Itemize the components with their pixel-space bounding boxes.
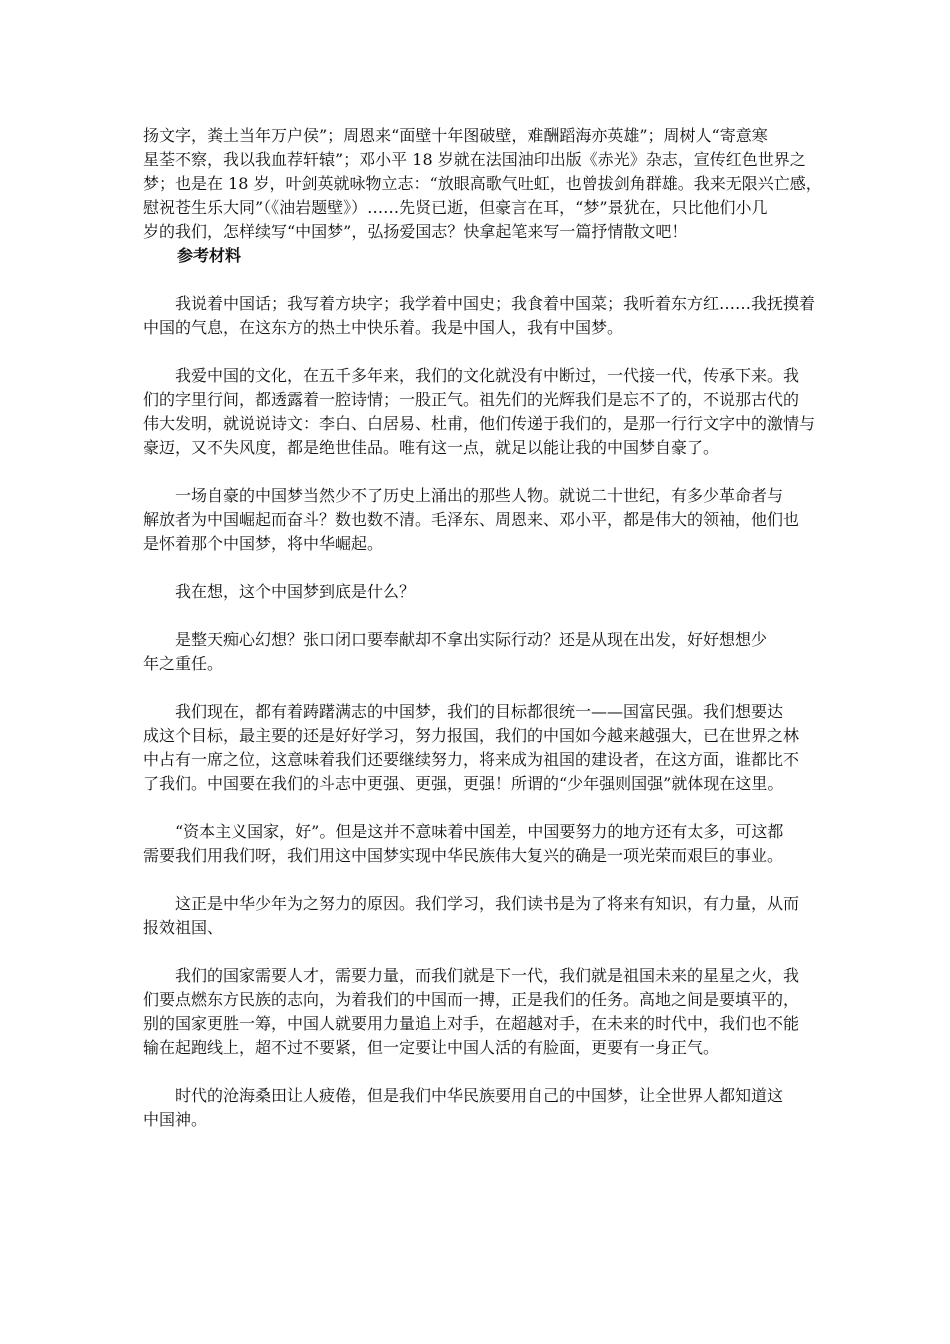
paragraph-line: 成这个目标，最主要的还是好好学习，努力报国，我们的中国如今越来越强大，已在世界之林 xyxy=(143,726,800,745)
paragraph-gap xyxy=(143,676,807,700)
paragraph-line: 解放者为中国崛起而奋斗？数也数不清。毛泽东、周恩来、邓小平，都是伟大的领袖，他们也 xyxy=(143,510,800,529)
paragraph-gap xyxy=(143,868,807,892)
paragraph-line: 我爱中国的文化，在五千多年来，我们的文化就没有中断过，一代接一代，传承下来。我 xyxy=(143,366,800,385)
paragraph-line: 是整天痴心幻想？张口闭口要奉献却不拿出实际行动？还是从现在出发，好好想想少 xyxy=(143,630,768,649)
essay-paragraph xyxy=(143,484,807,556)
intro-text xyxy=(143,124,822,244)
paragraph-gap xyxy=(143,340,807,364)
intro-line: 梦；也是在 18 岁，叶剑英就咏物立志：“放眼高歌气吐虹，也曾拔剑角群雄。我来无限兴亡感， xyxy=(143,174,822,193)
essay-paragraph xyxy=(143,292,816,340)
paragraph-gap xyxy=(143,1060,807,1084)
paragraph-line: 是怀着那个中国梦，将中华崛起。 xyxy=(143,534,384,553)
essay-paragraph xyxy=(143,364,816,460)
paragraph-line: 中国神。 xyxy=(143,1110,208,1129)
intro-line: 岁的我们，怎样续写“中国梦”，弘扬爱国志？快拿起笔来写一篇抒情散文吧！ xyxy=(143,222,688,241)
essay-paragraph xyxy=(143,628,807,676)
essay-paragraph xyxy=(143,892,807,940)
essay-paragraph xyxy=(143,1084,807,1132)
intro-line: 星荃不察，我以我血荐轩辕”；邓小平 18 岁就在法国油印出版《赤光》杂志，宣传红色世界之 xyxy=(143,150,806,169)
essay-paragraph xyxy=(143,580,807,604)
paragraph-line: 我在想，这个中国梦到底是什么？ xyxy=(143,582,416,601)
essay-body xyxy=(143,292,816,1132)
paragraph-gap xyxy=(143,556,807,580)
essay-paragraph xyxy=(143,964,807,1060)
paragraph-line: 输在起跑线上，超不过不要紧，但一定要让中国人活的有脸面，更要有一身正气。 xyxy=(143,1038,720,1057)
paragraph-line: 豪迈，又不失风度，都是绝世佳品。唯有这一点，就足以能让我的中国梦自豪了。 xyxy=(143,438,720,457)
spacer xyxy=(143,268,807,292)
paragraph-line: 一场自豪的中国梦当然少不了历史上涌出的那些人物。就说二十世纪，有多少革命者与 xyxy=(143,486,784,505)
paragraph-line: 中国的气息，在这东方的热土中快乐着。我是中国人，我有中国梦。 xyxy=(143,318,624,337)
section-heading: 参考材料 xyxy=(177,246,242,265)
paragraph-gap xyxy=(143,460,807,484)
essay-paragraph xyxy=(143,820,807,868)
paragraph-line: 报效祖国、 xyxy=(143,918,224,937)
paragraph-gap xyxy=(143,940,807,964)
paragraph-gap xyxy=(143,604,807,628)
paragraph-line: 别的国家更胜一筹，中国人就要用力量追上对手，在超越对手，在未来的时代中，我们也不能 xyxy=(143,1014,800,1033)
paragraph-line: 伟大发明，就说说诗文：李白、白居易、杜甫，他们传递于我们的，是那一行行文字中的激情与 xyxy=(143,414,816,433)
paragraph-line: 需要我们用我们呀，我们用这中国梦实现中华民族伟大复兴的确是一项光荣而艰巨的事业。 xyxy=(143,846,784,865)
paragraph-line: 们要点燃东方民族的志向，为着我们的中国而一搏，正是我们的任务。高地之间是要填平的， xyxy=(143,990,800,1009)
paragraph-gap xyxy=(143,796,807,820)
paragraph-line: 这正是中华少年为之努力的原因。我们学习，我们读书是为了将来有知识，有力量，从而 xyxy=(143,894,800,913)
essay-paragraph xyxy=(143,700,807,796)
paragraph-line: 我说着中国话；我写着方块字；我学着中国史；我食着中国菜；我听着东方红……我抚摸着 xyxy=(143,294,816,313)
paragraph-line: 们的字里行间，都透露着一腔诗情；一股正气。祖先们的光辉我们是忘不了的，不说那古代的 xyxy=(143,390,800,409)
paragraph-line: 我们现在，都有着踌躇满志的中国梦，我们的目标都很统一——国富民强。我们想要达 xyxy=(143,702,784,721)
intro-line: 慰祝苍生乐大同”（《油岩题壁》）……先贤已逝，但豪言在耳，“梦”景犹在，只比他们小几 xyxy=(143,198,768,217)
paragraph-line: 年之重任。 xyxy=(143,654,224,673)
paragraph-line: 我们的国家需要人才，需要力量，而我们就是下一代，我们就是祖国未来的星星之火，我 xyxy=(143,966,800,985)
paragraph-line: 时代的沧海桑田让人疲倦，但是我们中华民族要用自己的中国梦，让全世界人都知道这 xyxy=(143,1086,784,1105)
document-page xyxy=(143,124,822,1132)
paragraph-line: 中占有一席之位，这意味着我们还要继续努力，将来成为祖国的建设者，在这方面，谁都比不 xyxy=(143,750,800,769)
paragraph-line: “资本主义国家，好”。但是这并不意味着中国差，中国要努力的地方还有太多，可这都 xyxy=(143,822,784,841)
intro-line: 扬文字，粪土当年万户侯”；周恩来“面壁十年图破壁，难酬蹈海亦英雄”；周树人“寄意寒 xyxy=(143,126,768,145)
paragraph-line: 了我们。中国要在我们的斗志中更强、更强，更强！所谓的“少年强则国强”就体现在这里。 xyxy=(143,774,784,793)
